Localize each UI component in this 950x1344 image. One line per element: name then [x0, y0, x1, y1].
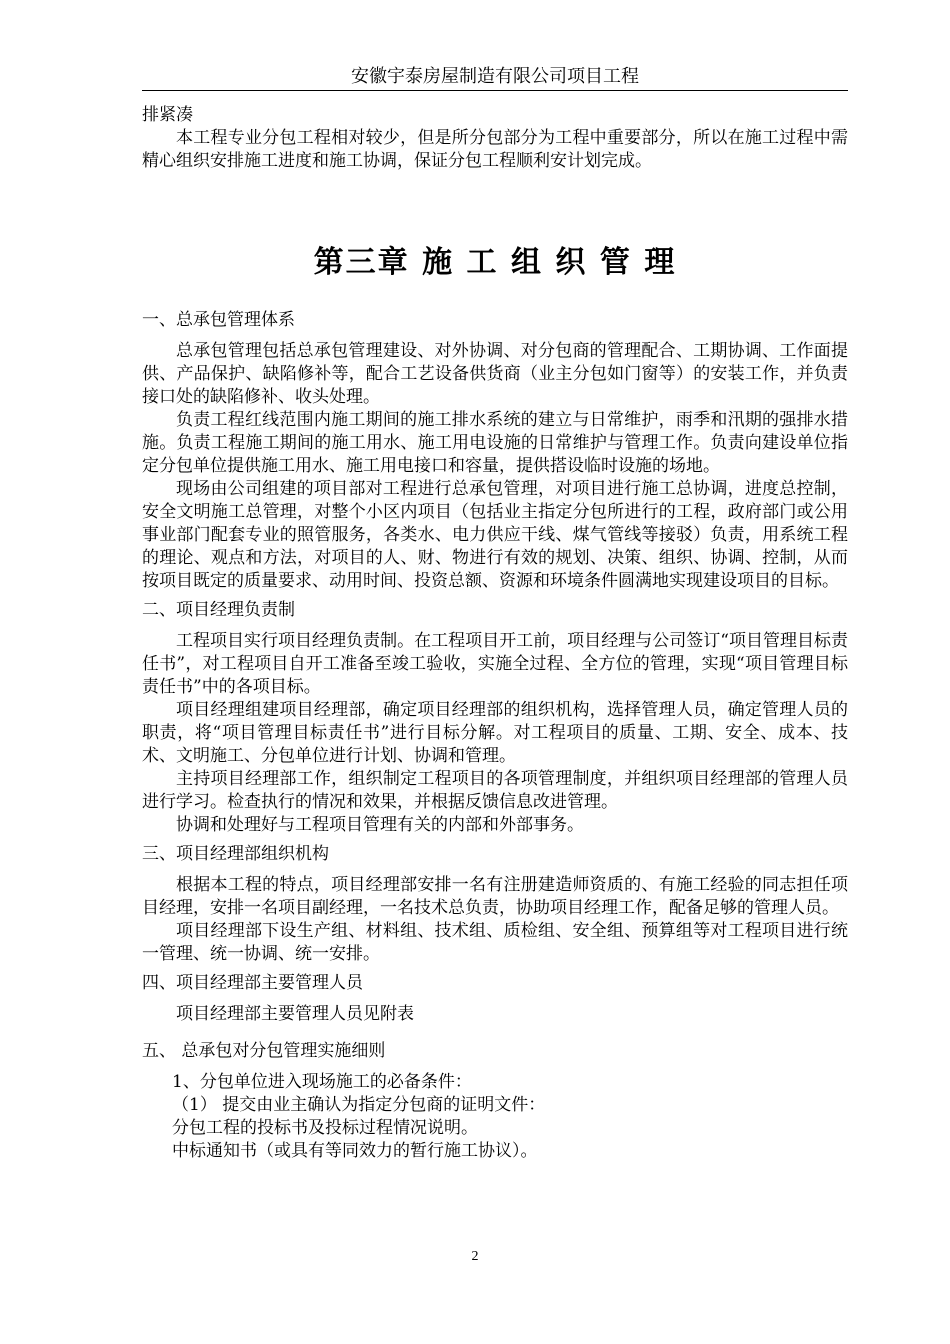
paragraph: 项目经理部主要管理人员见附表: [176, 1004, 414, 1024]
page-body: [142, 104, 848, 1163]
list-item: 1、分包单位进入现场施工的必备条件：: [172, 1072, 472, 1092]
paragraph: 工程项目实行项目经理负责制。在工程项目开工前，项目经理与公司签订“项目管理目标责任书”，对工程项目自开工准备至竣工验收，实施全过程、全方位的管理，实现“项目管理目标责任书”中的各项目标。: [142, 631, 848, 697]
paragraph: 根据本工程的特点，项目经理部安排一名有注册建造师资质的、有施工经验的同志担任项目经理，安排一名项目副经理，一名技术总负责，协助项目经理工作，配备足够的管理人员。: [142, 875, 848, 918]
page-number: 2: [471, 1249, 479, 1264]
paragraph: 项目经理部下设生产组、材料组、技术组、质检组、安全组、预算组等对工程项目进行统一管理、统一协调、统一安排。: [142, 921, 848, 964]
paragraph: 本工程专业分包工程相对较少，但是所分包部分为工程中重要部分，所以在施工过程中需精心组织安排施工进度和施工协调，保证分包工程顺利安计划完成。: [142, 128, 848, 171]
list-item: （1） 提交由业主确认为指定分包商的证明文件：: [172, 1095, 546, 1115]
section-heading: 一、总承包管理体系: [142, 310, 295, 330]
section-heading: 三、项目经理部组织机构: [142, 844, 329, 864]
spacer: [142, 1026, 848, 1034]
paragraph: 负责工程红线范围内施工期间的施工排水系统的建立与日常维护，雨季和汛期的强排水措施。负责工程施工期间的施工用水、施工用电设施的日常维护与管理工作。负责向建设单位指定分包单位提供施工用水、施工用电接口和容量，提供搭设临时设施的场地。: [142, 410, 848, 476]
list-item: 中标通知书（或具有等同效力的暂行施工协议）。: [172, 1141, 538, 1161]
paragraph: 协调和处理好与工程项目管理有关的内部和外部事务。: [176, 815, 584, 835]
paragraph: 现场由公司组建的项目部对工程进行总承包管理，对项目进行施工总协调，进度总控制，安全文明施工总管理，对整个小区内项目（包括业主指定分包所进行的工程，政府部门或公用事业部门配套专业的照管服务，各类水、电力供应干线、煤气管线等接驳）负责，用系统工程的理论、观点和方法，对项目的人、财、物进行有效的规划、决策、组织、协调、控制，从而按项目既定的质量要求、动用时间、投资总额、资源和环境条件圆满地实现建设项目的目标。: [142, 479, 848, 591]
paragraph: 总承包管理包括总承包管理建设、对外协调、对分包商的管理配合、工期协调、工作面提供、产品保护、缺陷修补等，配合工艺设备供货商（业主分包如门窗等）的安装工作，并负责接口处的缺陷修补、收头处理。: [142, 341, 848, 407]
paragraph: 主持项目经理部工作，组织制定工程项目的各项管理制度，并组织项目经理部的管理人员进行学习。检查执行的情况和效果，并根据反馈信息改进管理。: [142, 769, 848, 812]
section-heading: 五、 总承包对分包管理实施细则: [142, 1041, 386, 1061]
list-item: 分包工程的投标书及投标过程情况说明。: [172, 1118, 478, 1138]
chapter-title: 第三章 施 工 组 织 管 理: [313, 245, 677, 280]
page-header: 安徽宇泰房屋制造有限公司项目工程: [351, 66, 639, 87]
section-heading: 二、项目经理负责制: [142, 600, 295, 620]
paragraph: 项目经理组建项目经理部，确定项目经理部的组织机构，选择管理人员，确定管理人员的职责，将“项目管理目标责任书”进行目标分解。对工程项目的质量、工期、安全、成本、技术、文明施工、分包单位进行计划、协调和管理。: [142, 700, 848, 766]
section-heading: 四、项目经理部主要管理人员: [142, 973, 363, 993]
continued-text: 排紧凑: [142, 105, 193, 125]
header-divider: [142, 90, 848, 91]
